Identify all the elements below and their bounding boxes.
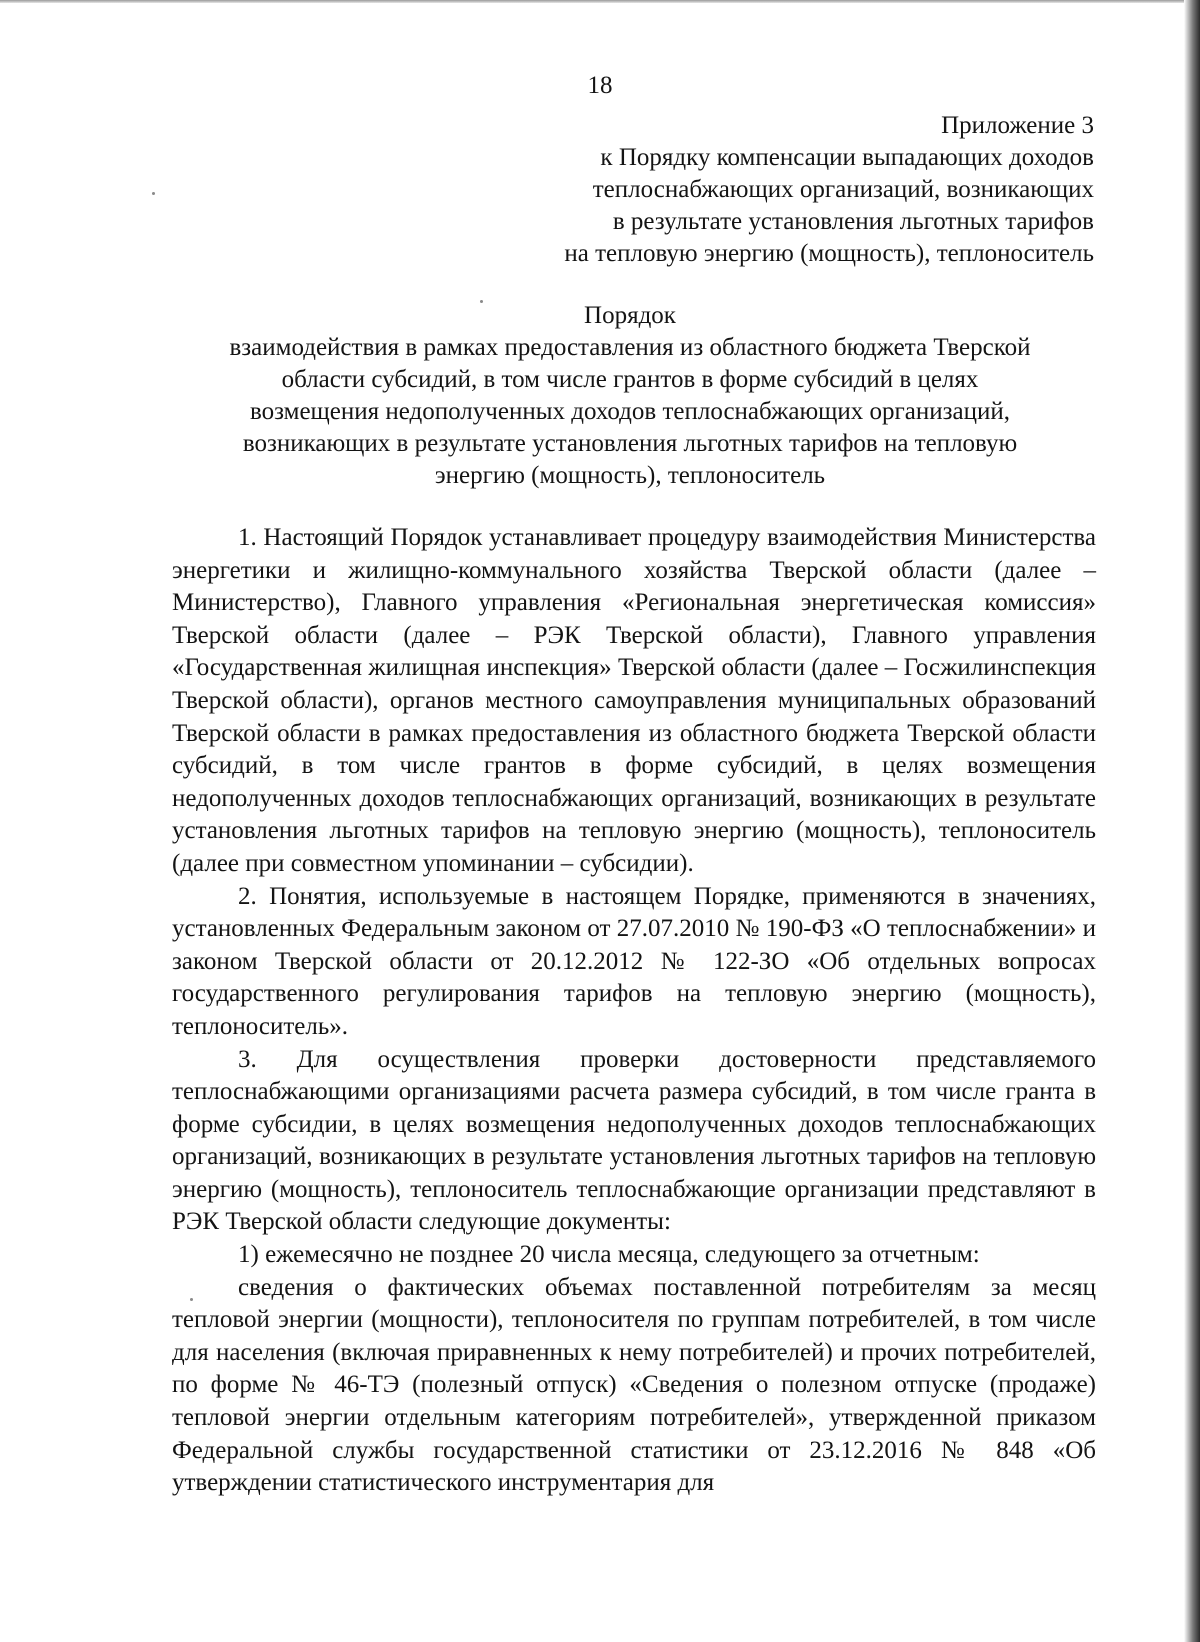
annex-line-1: Приложение 3 [941, 112, 1094, 139]
paragraph-1: 1. Настоящий Порядок устанавливает процедуру взаимодействия Министерства энергетики и жилищно-коммунального хозяйства Тверской области (далее – Министерство), Главного управления «Региональная энергетическая комиссия» Тверской области (далее – РЭК Тверской области), Главного управления «Государственная жилищная инспекция» Тверской области (далее – Госжилинспекция Тверской области), органов местного самоуправления муниципальных образований Тверской области в рамках предоставления из областного бюджета Тверской области субсидий, в том числе грантов в форме субсидий, в целях возмещения недополученных доходов теплоснабжающих организаций, возникающих в результате установления льготных тарифов на тепловую энергию (мощность), теплоноситель (далее при совместном упоминании – субсидии). [172, 524, 1096, 877]
paragraph-3-item-1-details: сведения о фактических объемах поставленной потребителям за месяц тепловой энергии (мощности), теплоносителя по группам потребителей, в том числе для населения (включая приравненных к нему потребителей) и прочих потребителей, по форме № 46-ТЭ (полезный отпуск) «Сведения о полезном отпуске (продаже) тепловой энергии отдельным категориям потребителей», утвержденной приказом Федеральной службы государственной статистики от 23.12.2016 № 848 «Об утверждении статистического инструментария для [172, 1273, 1096, 1497]
scan-speck [480, 300, 483, 303]
annex-line-3: теплоснабжающих организаций, возникающих [592, 176, 1094, 203]
paragraph-3: 3. Для осуществления проверки достоверности представляемого теплоснабжающими организациями расчета размера субсидий, в том числе гранта в форме субсидии, в целях возмещения недополученных доходов теплоснабжающих организаций, возникающих в результате установления льготных тарифов на тепловую энергию (мощность), теплоноситель теплоснабжающие организации представляют в РЭК Тверской области следующие документы: [172, 1045, 1096, 1236]
scan-edge-top [0, 0, 1200, 3]
annex-line-4: в результате установления льготных тарифов [612, 208, 1094, 235]
title-line-6: энергию (мощность), теплоноситель [434, 462, 826, 489]
annex-header [394, 110, 1094, 270]
title-line-3: области субсидий, в том числе грантов в форме субсидий в целях [281, 366, 979, 393]
title-line-4: возмещения недополученных доходов теплоснабжающих организаций, [249, 398, 1011, 425]
title-line-5: возникающих в результате установления льготных тарифов на тепловую [242, 430, 1018, 457]
scan-speck [190, 1298, 193, 1301]
document-title [150, 300, 1110, 492]
annex-line-5: на тепловую энергию (мощность), теплоноситель [564, 240, 1094, 267]
title-line-2: взаимодействия в рамках предоставления из областного бюджета Тверской [229, 334, 1031, 361]
document-body [172, 522, 1096, 1500]
paragraph-2: 2. Понятия, используемые в настоящем Порядке, применяются в значениях, установленных Федеральным законом от 27.07.2010 № 190-ФЗ «О теплоснабжении» и законом Тверской области от 20.12.2012 № 122-ЗО «Об отдельных вопросах государственного регулирования тарифов на тепловую энергию (мощность), теплоноситель». [172, 882, 1096, 1040]
paragraph-3-item-1: 1) ежемесячно не позднее 20 числа месяца, следующего за отчетным: [238, 1241, 980, 1269]
annex-line-2: к Порядку компенсации выпадающих доходов [600, 144, 1094, 171]
scan-edge-right [1184, 0, 1200, 1642]
page-number: 18 [587, 72, 613, 99]
title-line-1: Порядок [584, 302, 676, 329]
scan-speck [152, 192, 155, 195]
